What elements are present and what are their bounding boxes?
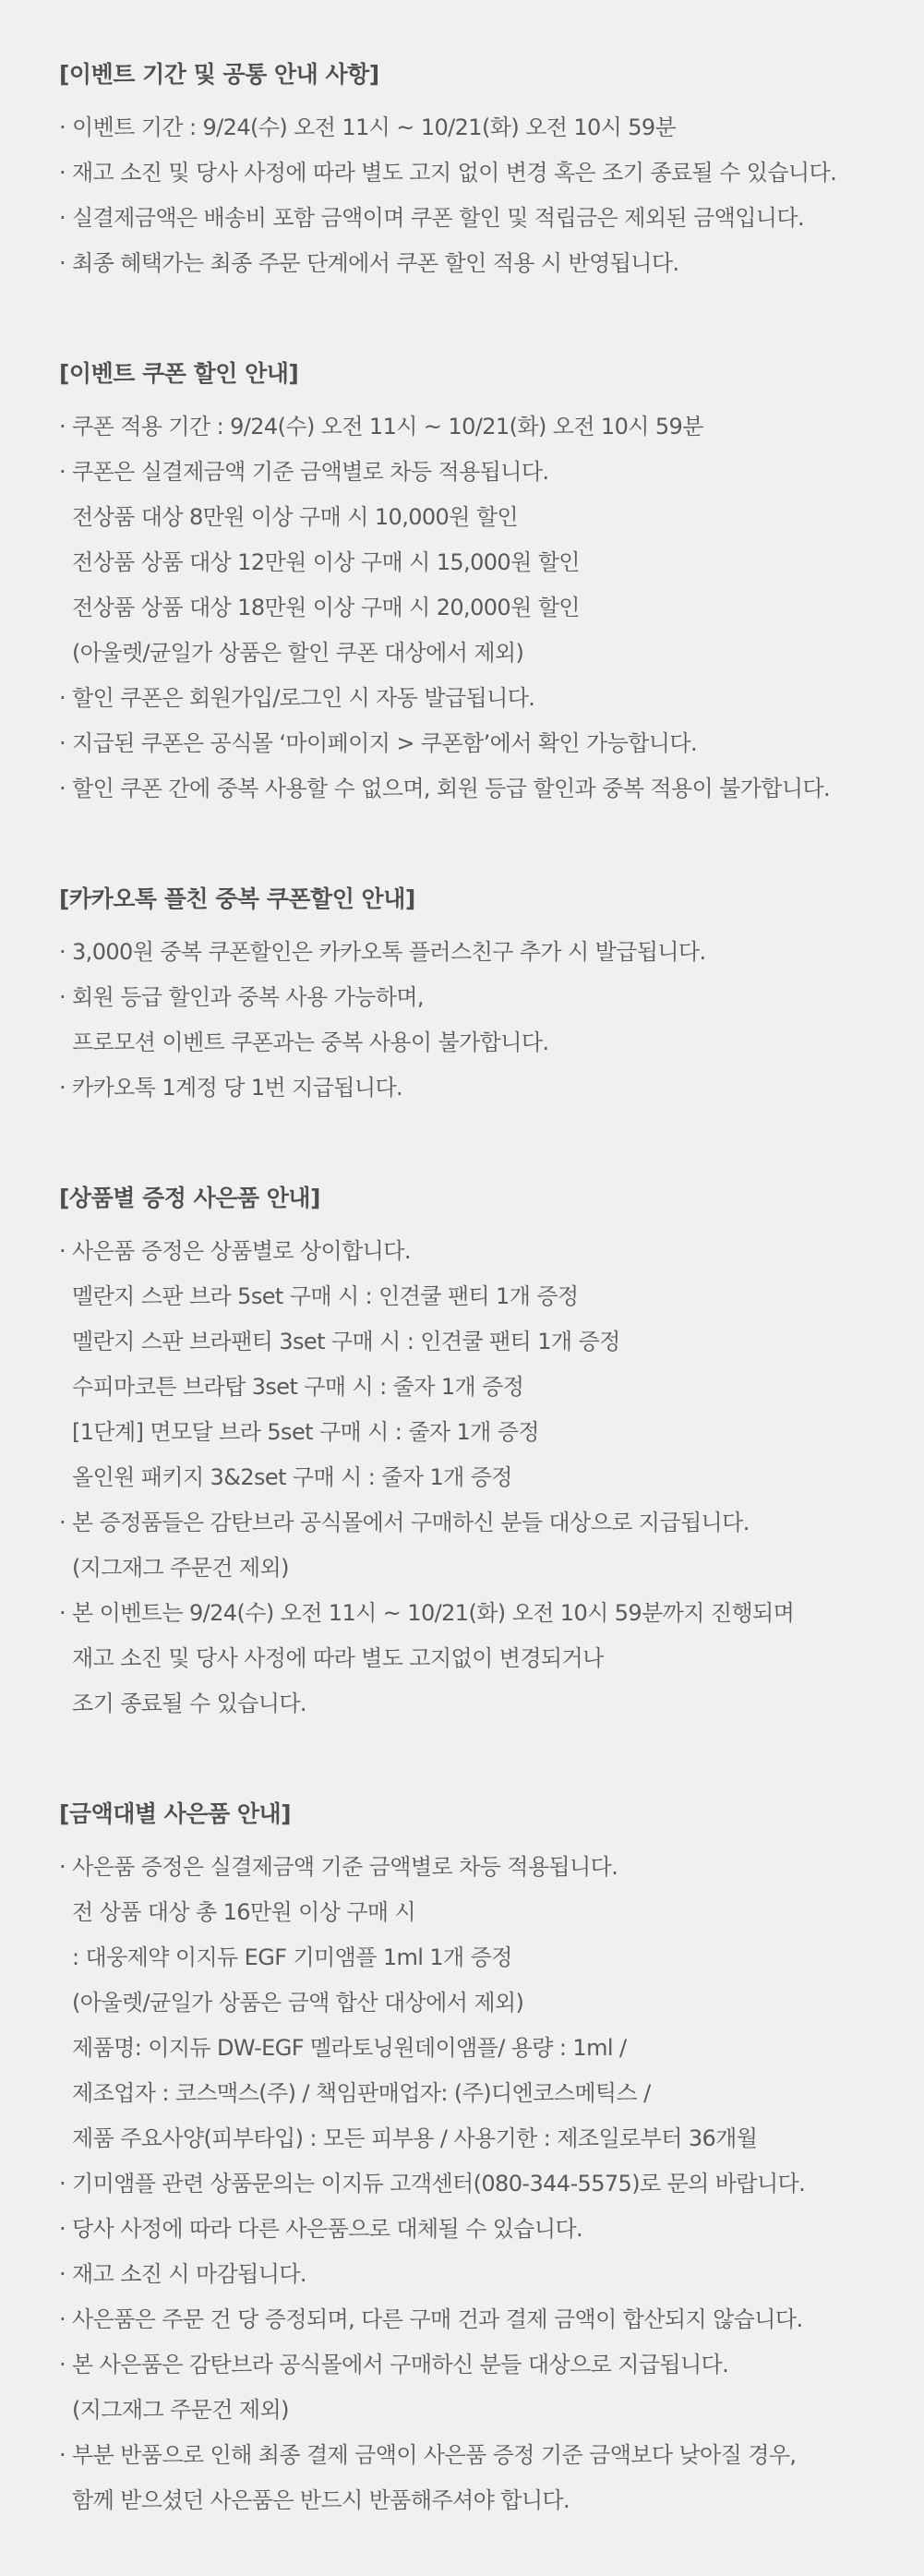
bullet-line <box>59 1591 924 1636</box>
continuation-line <box>59 1365 924 1410</box>
continuation-line <box>59 1935 924 1980</box>
continuation-line <box>59 1455 924 1500</box>
line-text: (아울렛/균일가 상품은 할인 쿠폰 대상에서 제외) <box>72 640 524 666</box>
bullet-line <box>59 2433 924 2478</box>
bullet-line <box>59 975 924 1020</box>
line-text: 실결제금액은 배송비 포함 금액이며 쿠폰 할인 및 적립금은 제외된 금액입니다. <box>72 205 804 231</box>
bullet-line <box>59 2252 924 2297</box>
bullet-dot-icon: · <box>59 205 66 231</box>
line-text: 본 증정품들은 감탄브라 공식몰에서 구매하신 분들 대상으로 지급됩니다. <box>72 1510 750 1535</box>
continuation-line <box>59 1636 924 1681</box>
continuation-line <box>59 2026 924 2071</box>
line-text: 전상품 상품 대상 18만원 이상 구매 시 20,000원 할인 <box>72 595 580 620</box>
bullet-dot-icon: · <box>59 2442 66 2468</box>
bullet-line <box>59 1500 924 1546</box>
continuation-line <box>59 1020 924 1065</box>
bullet-line <box>59 450 924 495</box>
bullet-dot-icon: · <box>59 1510 66 1535</box>
line-text: 재고 소진 시 마감됩니다. <box>72 2261 306 2287</box>
continuation-line <box>59 2478 924 2523</box>
line-text: 당사 사정에 따라 다른 사은품으로 대체될 수 있습니다. <box>72 2216 583 2242</box>
bullet-dot-icon: · <box>59 2171 66 2197</box>
line-text: 전상품 대상 8만원 이상 구매 시 10,000원 할인 <box>72 504 519 530</box>
line-text: 함께 받으셨던 사은품은 반드시 반품해주셔야 합니다. <box>72 2487 570 2513</box>
line-text: 제조업자 : 코스맥스(주) / 책임판매업자: (주)디엔코스메틱스 / <box>72 2080 651 2106</box>
line-text: 프로모션 이벤트 쿠폰과는 중복 사용이 불가합니다. <box>72 1029 549 1055</box>
section-title: [이벤트 기간 및 공통 안내 사항] <box>59 61 379 88</box>
bullet-dot-icon: · <box>59 776 66 801</box>
bullet-dot-icon: · <box>59 114 66 140</box>
bullet-dot-icon: · <box>59 1075 66 1101</box>
bullet-dot-icon: · <box>59 685 66 711</box>
bullet-line <box>59 2342 924 2388</box>
notice-section <box>59 880 924 1111</box>
continuation-line <box>59 1890 924 1935</box>
line-text: 수피마코튼 브라탑 3set 구매 시 : 줄자 1개 증정 <box>72 1374 524 1400</box>
line-text: 본 사은품은 감탄브라 공식몰에서 구매하신 분들 대상으로 지급됩니다. <box>72 2352 729 2377</box>
continuation-line <box>59 2071 924 2116</box>
line-text: 할인 쿠폰은 회원가입/로그인 시 자동 발급됩니다. <box>72 685 535 711</box>
bullet-dot-icon: · <box>59 939 66 965</box>
bullet-line <box>59 1065 924 1111</box>
continuation-line <box>59 1319 924 1365</box>
line-text: 할인 쿠폰 간에 중복 사용할 수 없으며, 회원 등급 할인과 중복 적용이 불가합니다. <box>72 776 831 801</box>
bullet-line <box>59 766 924 812</box>
line-text: 올인원 패키지 3&2set 구매 시 : 줄자 1개 증정 <box>72 1464 512 1490</box>
continuation-line <box>59 585 924 631</box>
line-text: 본 이벤트는 9/24(수) 오전 11시 ~ 10/21(화) 오전 10시 59분까지 진행되며 <box>72 1600 795 1626</box>
bullet-line <box>59 1845 924 1890</box>
notice-section <box>59 1795 924 2523</box>
notice-sections <box>59 55 924 2523</box>
line-text: 최종 혜택가는 최종 주문 단계에서 쿠폰 할인 적용 시 반영됩니다. <box>72 250 679 276</box>
continuation-line <box>59 631 924 676</box>
bullet-line <box>59 721 924 766</box>
bullet-line <box>59 241 924 286</box>
bullet-dot-icon: · <box>59 2352 66 2377</box>
bullet-dot-icon: · <box>59 1238 66 1264</box>
bullet-line <box>59 196 924 241</box>
line-text: 전상품 상품 대상 12만원 이상 구매 시 15,000원 할인 <box>72 549 580 575</box>
line-text: 제품명: 이지듀 DW-EGF 멜라토닝원데이앰플/ 용량 : 1ml / <box>72 2035 627 2061</box>
bullet-dot-icon: · <box>59 160 66 186</box>
bullet-line <box>59 404 924 450</box>
bullet-dot-icon: · <box>59 459 66 485</box>
continuation-line <box>59 2388 924 2433</box>
bullet-dot-icon: · <box>59 1854 66 1880</box>
bullet-line <box>59 2207 924 2252</box>
line-text: 사은품 증정은 상품별로 상이합니다. <box>72 1238 411 1264</box>
notice-section <box>59 55 924 286</box>
continuation-line <box>59 540 924 585</box>
continuation-line <box>59 2116 924 2161</box>
continuation-line <box>59 1410 924 1455</box>
line-text: 제품 주요사양(피부타입) : 모든 피부용 / 사용기한 : 제조일로부터 36개월 <box>72 2125 758 2151</box>
bullet-dot-icon: · <box>59 984 66 1010</box>
line-text: (지그재그 주문건 제외) <box>72 2397 289 2423</box>
line-text: 재고 소진 및 당사 사정에 따라 별도 고지없이 변경되거나 <box>72 1645 604 1671</box>
line-text: 사은품은 주문 건 당 증정되며, 다른 구매 건과 결제 금액이 합산되지 않습니다. <box>72 2306 803 2332</box>
notice-section <box>59 1179 924 1727</box>
line-text: 카카오톡 1계정 당 1번 지급됩니다. <box>72 1075 403 1101</box>
line-text: 쿠폰은 실결제금액 기준 금액별로 차등 적용됩니다. <box>72 459 549 485</box>
bullet-dot-icon: · <box>59 250 66 276</box>
line-text: 이벤트 기간 : 9/24(수) 오전 11시 ~ 10/21(화) 오전 10시 59분 <box>72 114 677 140</box>
line-text: 3,000원 중복 쿠폰할인은 카카오톡 플러스친구 추가 시 발급됩니다. <box>72 939 706 965</box>
line-text: 지급된 쿠폰은 공식몰 ‘마이페이지 > 쿠폰함’에서 확인 가능합니다. <box>72 730 697 756</box>
continuation-line <box>59 495 924 540</box>
bullet-dot-icon: · <box>59 730 66 756</box>
line-text: 사은품 증정은 실결제금액 기준 금액별로 차등 적용됩니다. <box>72 1854 618 1880</box>
notice-section <box>59 355 924 812</box>
bullet-line <box>59 150 924 196</box>
line-text: 쿠폰 적용 기간 : 9/24(수) 오전 11시 ~ 10/21(화) 오전 10시 59분 <box>72 414 703 439</box>
bullet-line <box>59 930 924 975</box>
bullet-dot-icon: · <box>59 2261 66 2287</box>
section-title: [카카오톡 플친 중복 쿠폰할인 안내] <box>59 885 415 912</box>
line-text: 회원 등급 할인과 중복 사용 가능하며, <box>72 984 424 1010</box>
section-title: [상품별 증정 사은품 안내] <box>59 1185 320 1211</box>
continuation-line <box>59 1980 924 2026</box>
continuation-line <box>59 1546 924 1591</box>
continuation-line <box>59 1274 924 1319</box>
line-text: 기미앰플 관련 상품문의는 이지듀 고객센터(080-344-5575)로 문의 바랍니다. <box>72 2171 806 2197</box>
bullet-dot-icon: · <box>59 414 66 439</box>
line-text: 멜란지 스판 브라 5set 구매 시 : 인견쿨 팬티 1개 증정 <box>72 1283 579 1309</box>
bullet-line <box>59 105 924 150</box>
line-text: 멜란지 스판 브라팬티 3set 구매 시 : 인견쿨 팬티 1개 증정 <box>72 1329 620 1354</box>
section-title: [금액대별 사은품 안내] <box>59 1800 292 1827</box>
line-text: [1단계] 면모달 브라 5set 구매 시 : 줄자 1개 증정 <box>72 1419 539 1445</box>
line-text: (지그재그 주문건 제외) <box>72 1555 289 1581</box>
line-text: 전 상품 대상 총 16만원 이상 구매 시 <box>72 1899 416 1925</box>
bullet-line <box>59 1229 924 1274</box>
line-text: : 대웅제약 이지듀 EGF 기미앰플 1ml 1개 증정 <box>72 1944 512 1970</box>
section-title: [이벤트 쿠폰 할인 안내] <box>59 360 299 387</box>
line-text: 부분 반품으로 인해 최종 결제 금액이 사은품 증정 기준 금액보다 낮아질 경우, <box>72 2442 797 2468</box>
line-text: (아울렛/균일가 상품은 금액 합산 대상에서 제외) <box>72 1990 524 2016</box>
bullet-dot-icon: · <box>59 1600 66 1626</box>
bullet-line <box>59 676 924 721</box>
bullet-line <box>59 2297 924 2342</box>
bullet-dot-icon: · <box>59 2306 66 2332</box>
line-text: 조기 종료될 수 있습니다. <box>72 1691 306 1716</box>
bullet-line <box>59 2161 924 2207</box>
continuation-line <box>59 1681 924 1727</box>
bullet-dot-icon: · <box>59 2216 66 2242</box>
line-text: 재고 소진 및 당사 사정에 따라 별도 고지 없이 변경 혹은 조기 종료될 수 있습니다. <box>72 160 837 186</box>
